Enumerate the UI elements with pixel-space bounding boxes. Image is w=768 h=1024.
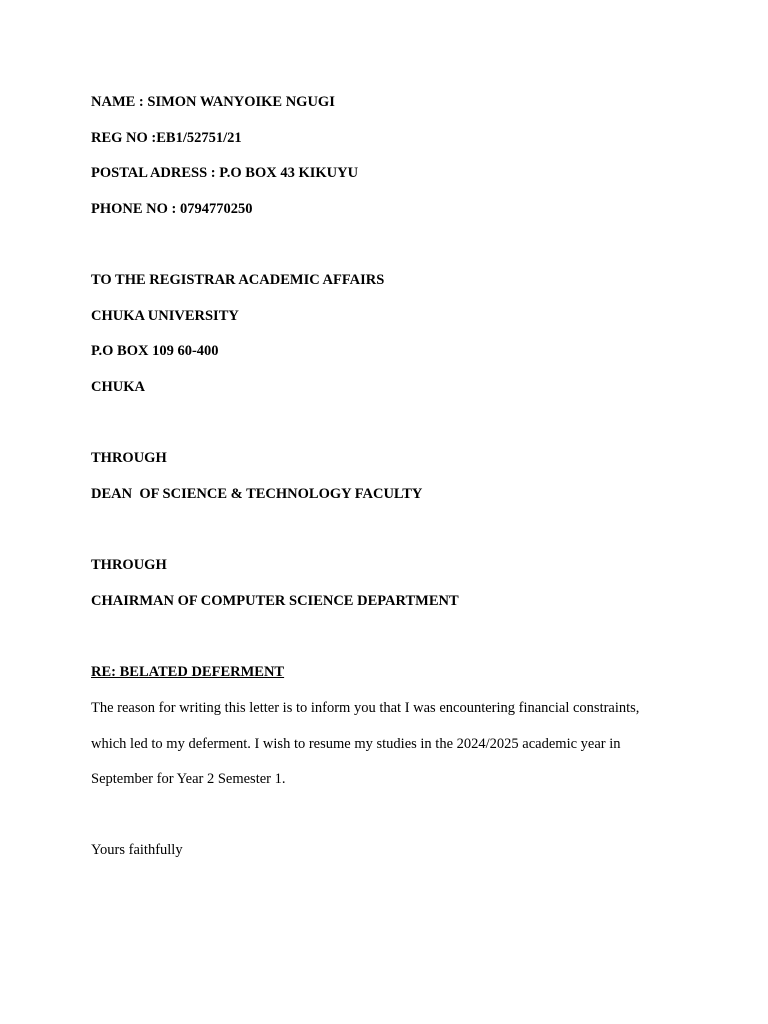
through-chairman-block <box>91 555 691 611</box>
through-label-1: THROUGH <box>91 450 167 467</box>
recipient-line-1: TO THE REGISTRAR ACADEMIC AFFAIRS <box>91 272 385 289</box>
letter-body <box>91 698 691 789</box>
sender-phone: PHONE NO : 0794770250 <box>91 200 253 217</box>
sender-name: NAME : SIMON WANYOIKE NGUGI <box>91 94 335 110</box>
recipient-line-3: P.O BOX 109 60-400 <box>91 343 219 360</box>
recipient-block <box>91 270 691 397</box>
through-dean-office: DEAN OF SCIENCE & TECHNOLOGY FACULTY <box>91 485 423 502</box>
sender-reg-no: REG NO :EB1/52751/21 <box>91 129 242 146</box>
body-line-1: The reason for writing this letter is to inform you that I was encountering financial constraints, <box>91 699 640 716</box>
subject-line: RE: BELATED DEFERMENT <box>91 664 285 681</box>
through-chairman-office: CHAIRMAN OF COMPUTER SCIENCE DEPARTMENT <box>91 592 459 609</box>
through-label-2: THROUGH <box>91 557 167 574</box>
sender-block <box>91 92 691 219</box>
recipient-line-2: CHUKA UNIVERSITY <box>91 307 239 324</box>
body-line-3: September for Year 2 Semester 1. <box>91 771 286 788</box>
letter-page <box>91 92 691 860</box>
through-dean-block <box>91 448 691 504</box>
recipient-line-4: CHUKA <box>91 378 145 395</box>
sender-postal-address: POSTAL ADRESS : P.O BOX 43 KIKUYU <box>91 165 359 182</box>
body-line-2: which led to my deferment. I wish to resume my studies in the 2024/2025 academic year in <box>91 735 621 752</box>
closing-line: Yours faithfully <box>91 842 183 859</box>
